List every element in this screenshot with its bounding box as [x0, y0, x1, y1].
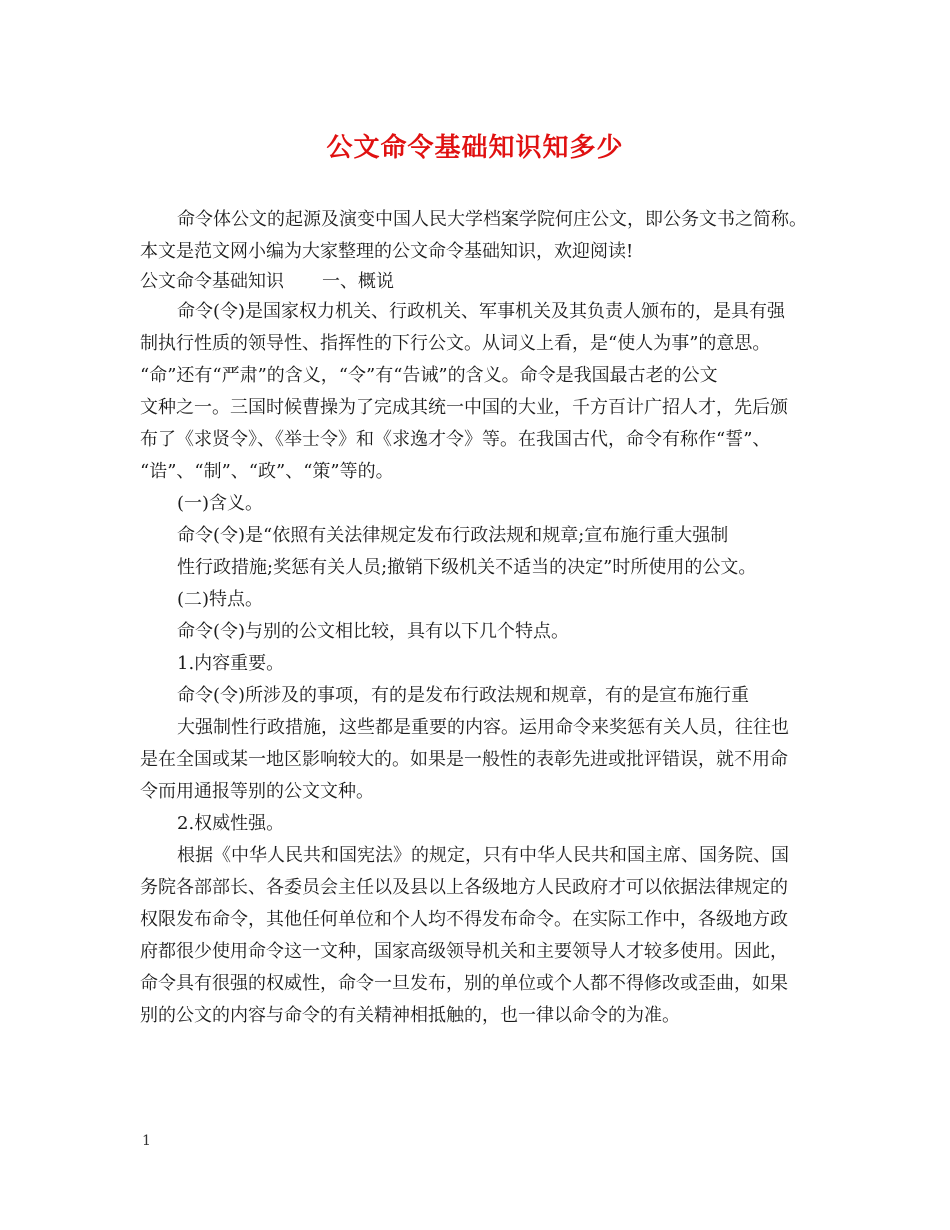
- intro-line: 命令体公文的起源及演变中国人民大学档案学院何庄公文，即公务文书之简称。: [177, 209, 807, 230]
- overview-line: 布了《求贤令》、《举士令》和《求逸才令》等。在我国古代，命令有称作“誓”、: [140, 429, 771, 450]
- meaning-heading: (一)含义。: [177, 493, 264, 514]
- point1-line: 大强制性行政措施，这些都是重要的内容。运用命令来奖惩有关人员，往往也: [177, 717, 789, 738]
- section-heading: [140, 268, 830, 296]
- page-title: 公文命令基础知识知多少: [326, 133, 624, 163]
- point2-line: 权限发布命令，其他任何单位和个人均不得发布命令。在实际工作中，各级地方政: [140, 909, 788, 930]
- point1-line: 命令(令)所涉及的事项，有的是发布行政法规和规章，有的是宣布施行重: [177, 685, 750, 706]
- section-heading-left: 公文命令基础知识: [140, 271, 284, 292]
- point1-heading: 1.内容重要。: [177, 653, 285, 674]
- meaning-line: 命令(令)是“依照有关法律规定发布行政法规和规章;宣布施行重大强制: [177, 525, 729, 546]
- section-heading-right: 一、概说: [322, 271, 394, 292]
- page-number: 1: [142, 1133, 151, 1149]
- point1-line: 令而用通报等别的公文文种。: [140, 781, 374, 802]
- point2-line: 根据《中华人民共和国宪法》的规定，只有中华人民共和国主席、国务院、国: [177, 845, 789, 866]
- point2-line: 府都很少使用命令这一文种，国家高级领导机关和主要领导人才较多使用。因此，: [140, 941, 788, 962]
- features-intro: 命令(令)与别的公文相比较，具有以下几个特点。: [177, 621, 570, 642]
- point2-heading: 2.权威性强。: [177, 813, 285, 834]
- point2-line: 务院各部部长、各委员会主任以及县以上各级地方人民政府才可以依据法律规定的: [140, 877, 788, 898]
- point2-line: 别的公文的内容与命令的有关精神相抵触的，也一律以命令的为准。: [140, 1005, 680, 1026]
- meaning-line: 性行政措施;奖惩有关人员;撤销下级机关不适当的决定”时所使用的公文。: [177, 557, 757, 578]
- point2-line: 命令具有很强的权威性，命令一旦发布，别的单位或个人都不得修改或歪曲，如果: [140, 973, 788, 994]
- overview-line: 制执行性质的领导性、指挥性的下行公文。从词义上看，是“使人为事”的意思。: [140, 333, 771, 354]
- document-body: [140, 204, 830, 1032]
- intro-line: 本文是范文网小编为大家整理的公文命令基础知识，欢迎阅读!: [140, 241, 634, 262]
- features-heading: (二)特点。: [177, 589, 264, 610]
- overview-line: 文种之一。三国时候曹操为了完成其统一中国的大业，千方百计广招人才，先后颁: [140, 397, 788, 418]
- overview-line: 命令(令)是国家权力机关、行政机关、军事机关及其负责人颁布的，是具有强: [177, 301, 786, 322]
- point1-line: 是在全国或某一地区影响较大的。如果是一般性的表彰先进或批评错误，就不用命: [140, 749, 788, 770]
- overview-line: “诰”、“制”、“政”、“策”等的。: [140, 461, 394, 482]
- overview-line: “命”还有“严肃”的含义，“令”有“告诫”的含义。命令是我国最古老的公文: [140, 365, 718, 386]
